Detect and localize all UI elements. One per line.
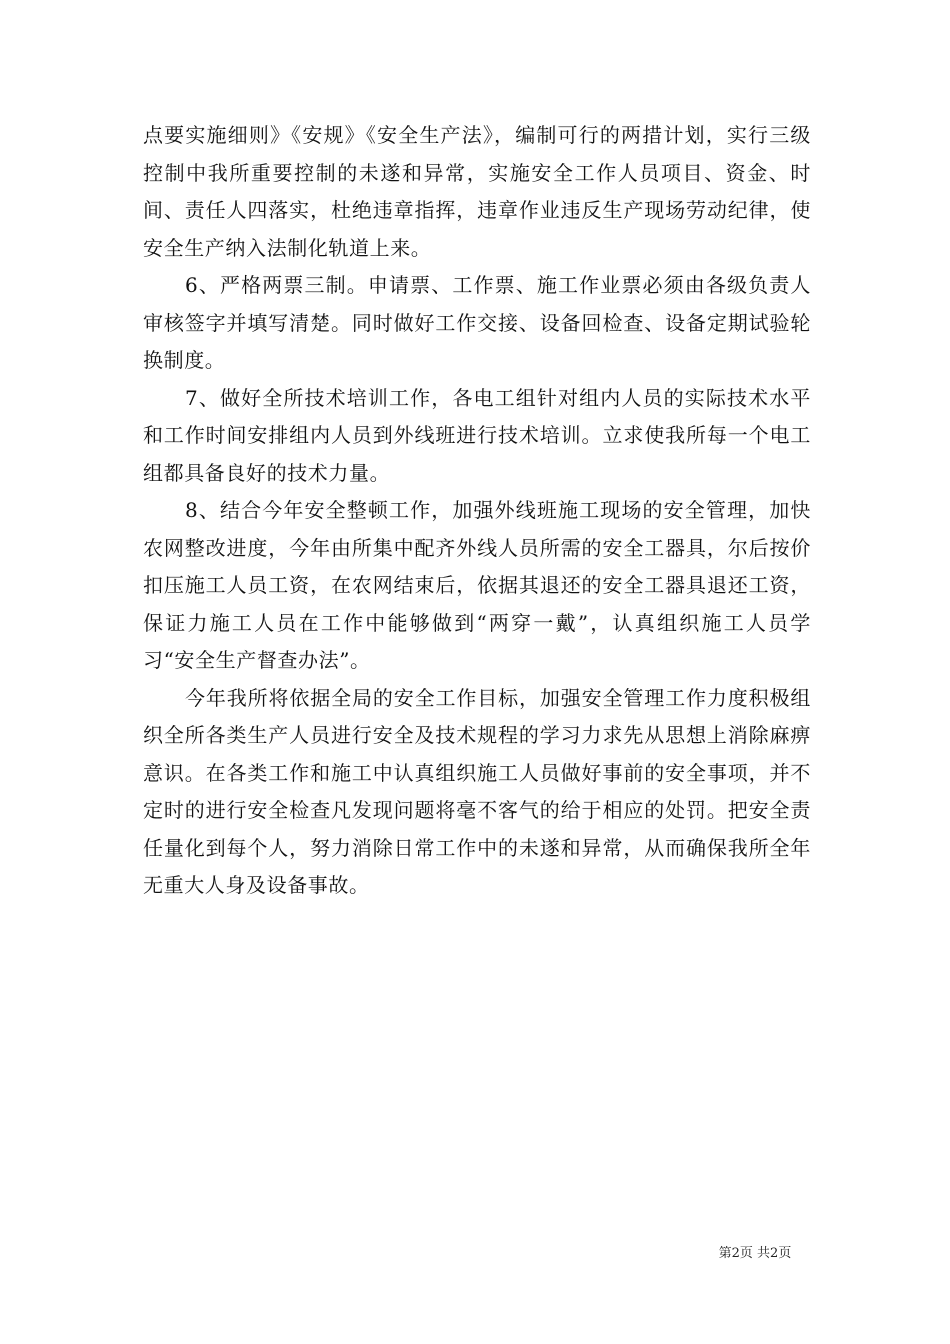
paragraph-summary: 今年我所将依据全局的安全工作目标，加强安全管理工作力度积极组织全所各类生产人员进行安全及技术规程的学习力求先从思想上消除麻痹意识。在各类工作和施工中认真组织施工人员做好事前的安全事项，并不定时的进行安全检查凡发现问题将毫不客气的给于相应的处罚。把安全责任量化到每个人，努力消除日常工作中的未遂和异常，从而确保我所全年无重大人身及设备事故。 bbox=[143, 685, 811, 897]
page-number-footer: 第2页 共2页 bbox=[718, 1246, 792, 1261]
paragraph-continuation: 点要实施细则》《安规》《安全生产法》，编制可行的两措计划，实行三级控制中我所重要控制的未遂和异常，实施安全工作人员项目、资金、时间、责任人四落实，杜绝违章指挥，违章作业违反生产现场劳动纪律，使安全生产纳入法制化轨道上来。 bbox=[143, 123, 811, 260]
document-body bbox=[143, 117, 811, 905]
paragraph-item-8: 8、结合今年安全整顿工作，加强外线班施工现场的安全管理，加快农网整改进度，今年由所集中配齐外线人员所需的安全工器具，尔后按价扣压施工人员工资，在农网结束后，依据其退还的安全工器具退还工资，保证力施工人员在工作中能够做到“两穿一戴”，认真组织施工人员学习“安全生产督查办法”。 bbox=[143, 498, 811, 672]
paragraph-item-6: 6、严格两票三制。申请票、工作票、施工作业票必须由各级负责人审核签字并填写清楚。同时做好工作交接、设备回检查、设备定期试验轮换制度。 bbox=[143, 273, 811, 372]
paragraph-item-7: 7、做好全所技术培训工作，各电工组针对组内人员的实际技术水平和工作时间安排组内人员到外线班进行技术培训。立求使我所每一个电工组都具备良好的技术力量。 bbox=[143, 385, 811, 485]
